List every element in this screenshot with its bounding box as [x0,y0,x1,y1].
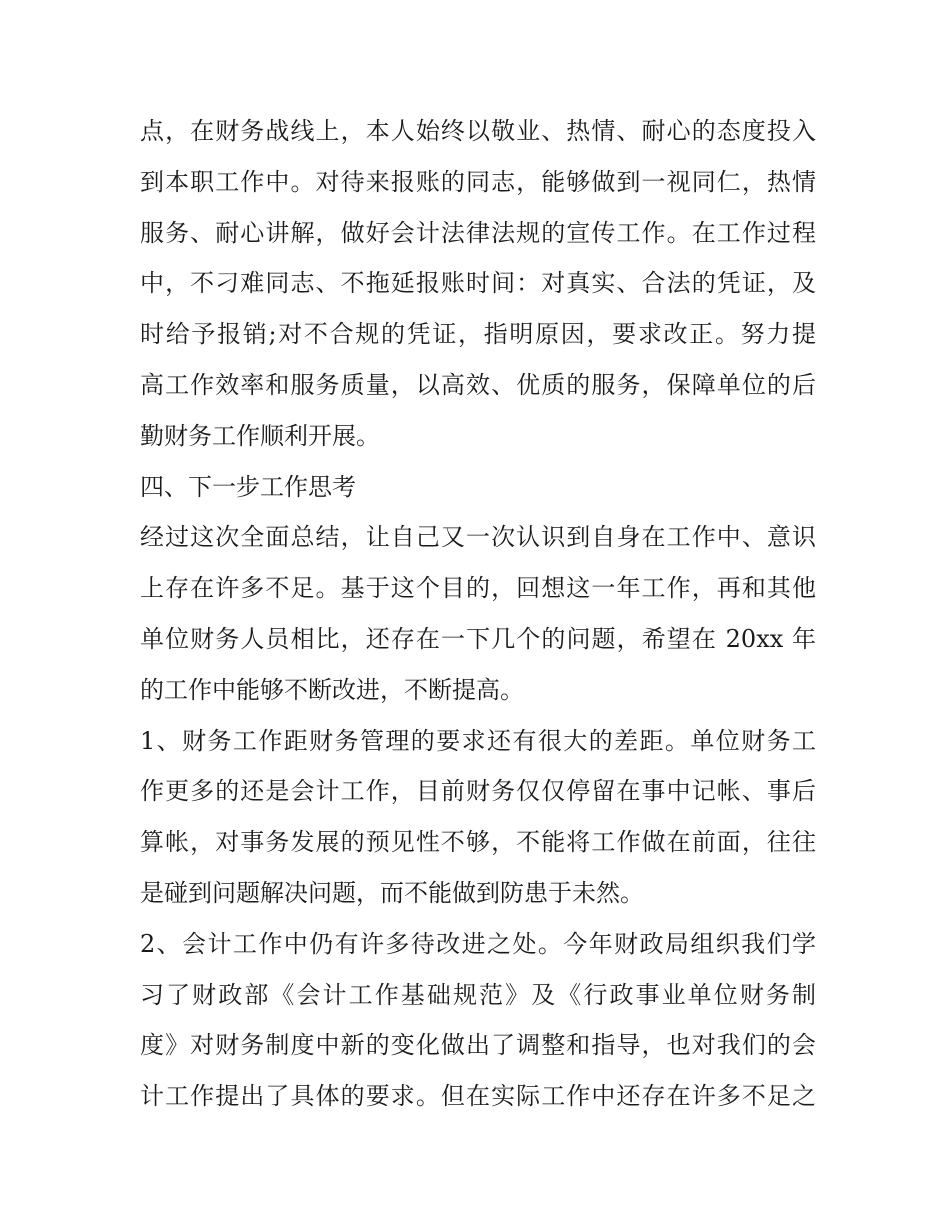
text-line: 高工作效率和服务质量，以高效、优质的服务，保障单位的后 [140,370,816,399]
text-line: 是碰到问题解决问题，而不能做到防患于未然。 [140,878,644,907]
text-line: 的工作中能够不断改进，不断提高。 [140,675,524,704]
text-line: 度》对财务制度中新的变化做出了调整和指导，也对我们的会 [140,1031,816,1060]
text-line: 服务、耐心讲解，做好会计法律法规的宣传工作。在工作过程 [140,218,816,247]
text-line: 经过这次全面总结，让自己又一次认识到自身在工作中、意识 [140,523,816,552]
document-body [140,106,816,1122]
text-line: 勤财务工作顺利开展。 [140,421,380,450]
text-line: 到本职工作中。对待来报账的同志，能够做到一视同仁，热情 [140,167,816,196]
text-line: 1、财务工作距财务管理的要求还有很大的差距。单位财务工 [140,726,816,755]
text-line: 习了财政部《会计工作基础规范》及《行政事业单位财务制 [140,980,816,1009]
text-line: 算帐，对事务发展的预见性不够，不能将工作做在前面，往往 [140,828,816,857]
text-line: 时给予报销;对不合规的凭证，指明原因，要求改正。努力提 [140,320,816,349]
text-line: 单位财务人员相比，还存在一下几个的问题，希望在 20xx 年 [140,624,816,653]
text-line: 四、下一步工作思考 [140,472,356,501]
text-line: 上存在许多不足。基于这个目的，回想这一年工作，再和其他 [140,574,816,603]
text-line: 中，不刁难同志、不拖延报账时间：对真实、合法的凭证，及 [140,269,816,298]
text-line: 作更多的还是会计工作，目前财务仅仅停留在事中记帐、事后 [140,777,816,806]
text-line: 计工作提出了具体的要求。但在实际工作中还存在许多不足之 [140,1082,816,1111]
text-line: 2、会计工作中仍有许多待改进之处。今年财政局组织我们学 [140,929,816,958]
text-line: 点，在财务战线上，本人始终以敬业、热情、耐心的态度投入 [140,117,816,145]
